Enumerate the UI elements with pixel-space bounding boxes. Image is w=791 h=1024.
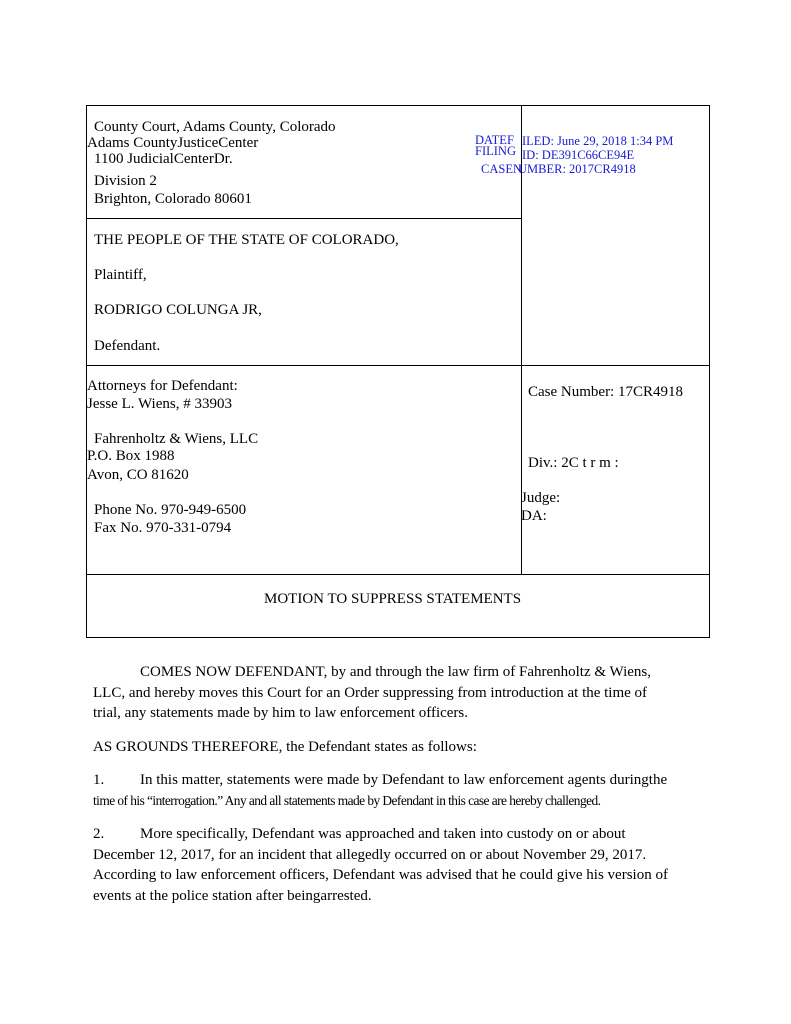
da-label: DA: (521, 508, 547, 524)
intro-line-2: LLC, and hereby moves this Court for an Order suppressing from introduction at the time of (93, 685, 648, 701)
stamp-filing-id: ID: DE391C66CE94E (522, 148, 635, 162)
plaintiff-name: THE PEOPLE OF THE STATE OF COLORADO, (94, 232, 399, 248)
case-number: Case Number: 17CR4918 (528, 384, 683, 400)
caption-divider-court (87, 218, 521, 219)
stamp-label-filing: FILING (475, 144, 516, 158)
stamp-case-number: UMBER: 2017CR4918 (518, 162, 636, 176)
intro-line-1: COMES NOW DEFENDANT, by and through the law firm of Fahrenholtz & Wiens, (140, 664, 651, 680)
court-city: Brighton, Colorado 80601 (94, 191, 252, 207)
plaintiff-label: Plaintiff, (94, 267, 147, 283)
paragraph-1-number: 1. (93, 772, 105, 788)
attorney-name: Jesse L. Wiens, # 33903 (87, 396, 232, 412)
judge-label: Judge: (521, 490, 561, 506)
defendant-name: RODRIGO COLUNGA JR, (94, 302, 262, 318)
defendant-label: Defendant. (94, 338, 161, 354)
paragraph-2-line-4: events at the police station after beingarrested. (93, 888, 372, 904)
motion-title: MOTION TO SUPPRESS STATEMENTS (264, 591, 522, 607)
paragraph-2-line-2: December 12, 2017, for an incident that allegedly occurred on or about November 29, 2017. (93, 847, 647, 863)
firm-phone: Phone No. 970-949-6500 (94, 502, 247, 518)
paragraph-1-line-2: time of his “interrogation.” Any and all statements made by Defendant in this case are hereby challenged. (93, 793, 601, 808)
division-courtroom: Div.: 2C t r m : (528, 455, 619, 471)
paragraph-1-line-1: In this matter, statements were made by Defendant to law enforcement agents duringthe (140, 772, 668, 788)
grounds-heading: AS GROUNDS THEREFORE, the Defendant states as follows: (93, 739, 477, 755)
caption-divider-parties (87, 365, 709, 366)
firm-city: Avon, CO 81620 (87, 467, 189, 483)
firm-fax: Fax No. 970-331-0794 (94, 520, 232, 536)
stamp-label-case: CASEN (481, 162, 522, 176)
court-justice-center: Adams CountyJusticeCenter (87, 135, 259, 151)
court-street: 1100 JudicialCenterDr. (94, 151, 233, 167)
court-name: County Court, Adams County, Colorado (94, 119, 336, 135)
intro-line-3: trial, any statements made by him to law enforcement officers. (93, 705, 469, 721)
paragraph-2-number: 2. (93, 826, 105, 842)
stamp-filed-date: ILED: June 29, 2018 1:34 PM (522, 134, 674, 148)
attorneys-heading: Attorneys for Defendant: (87, 378, 238, 394)
paragraph-2-line-3: According to law enforcement officers, Defendant was advised that he could give his version of (93, 867, 668, 883)
firm-po-box: P.O. Box 1988 (87, 448, 175, 464)
court-division: Division 2 (94, 173, 157, 189)
caption-divider-attorneys (87, 574, 709, 575)
stamp-label-date: DATEF (475, 133, 514, 147)
caption-table (86, 105, 710, 638)
law-firm: Fahrenholtz & Wiens, LLC (94, 431, 259, 447)
paragraph-2-line-1: More specifically, Defendant was approached and taken into custody on or about (140, 826, 626, 842)
